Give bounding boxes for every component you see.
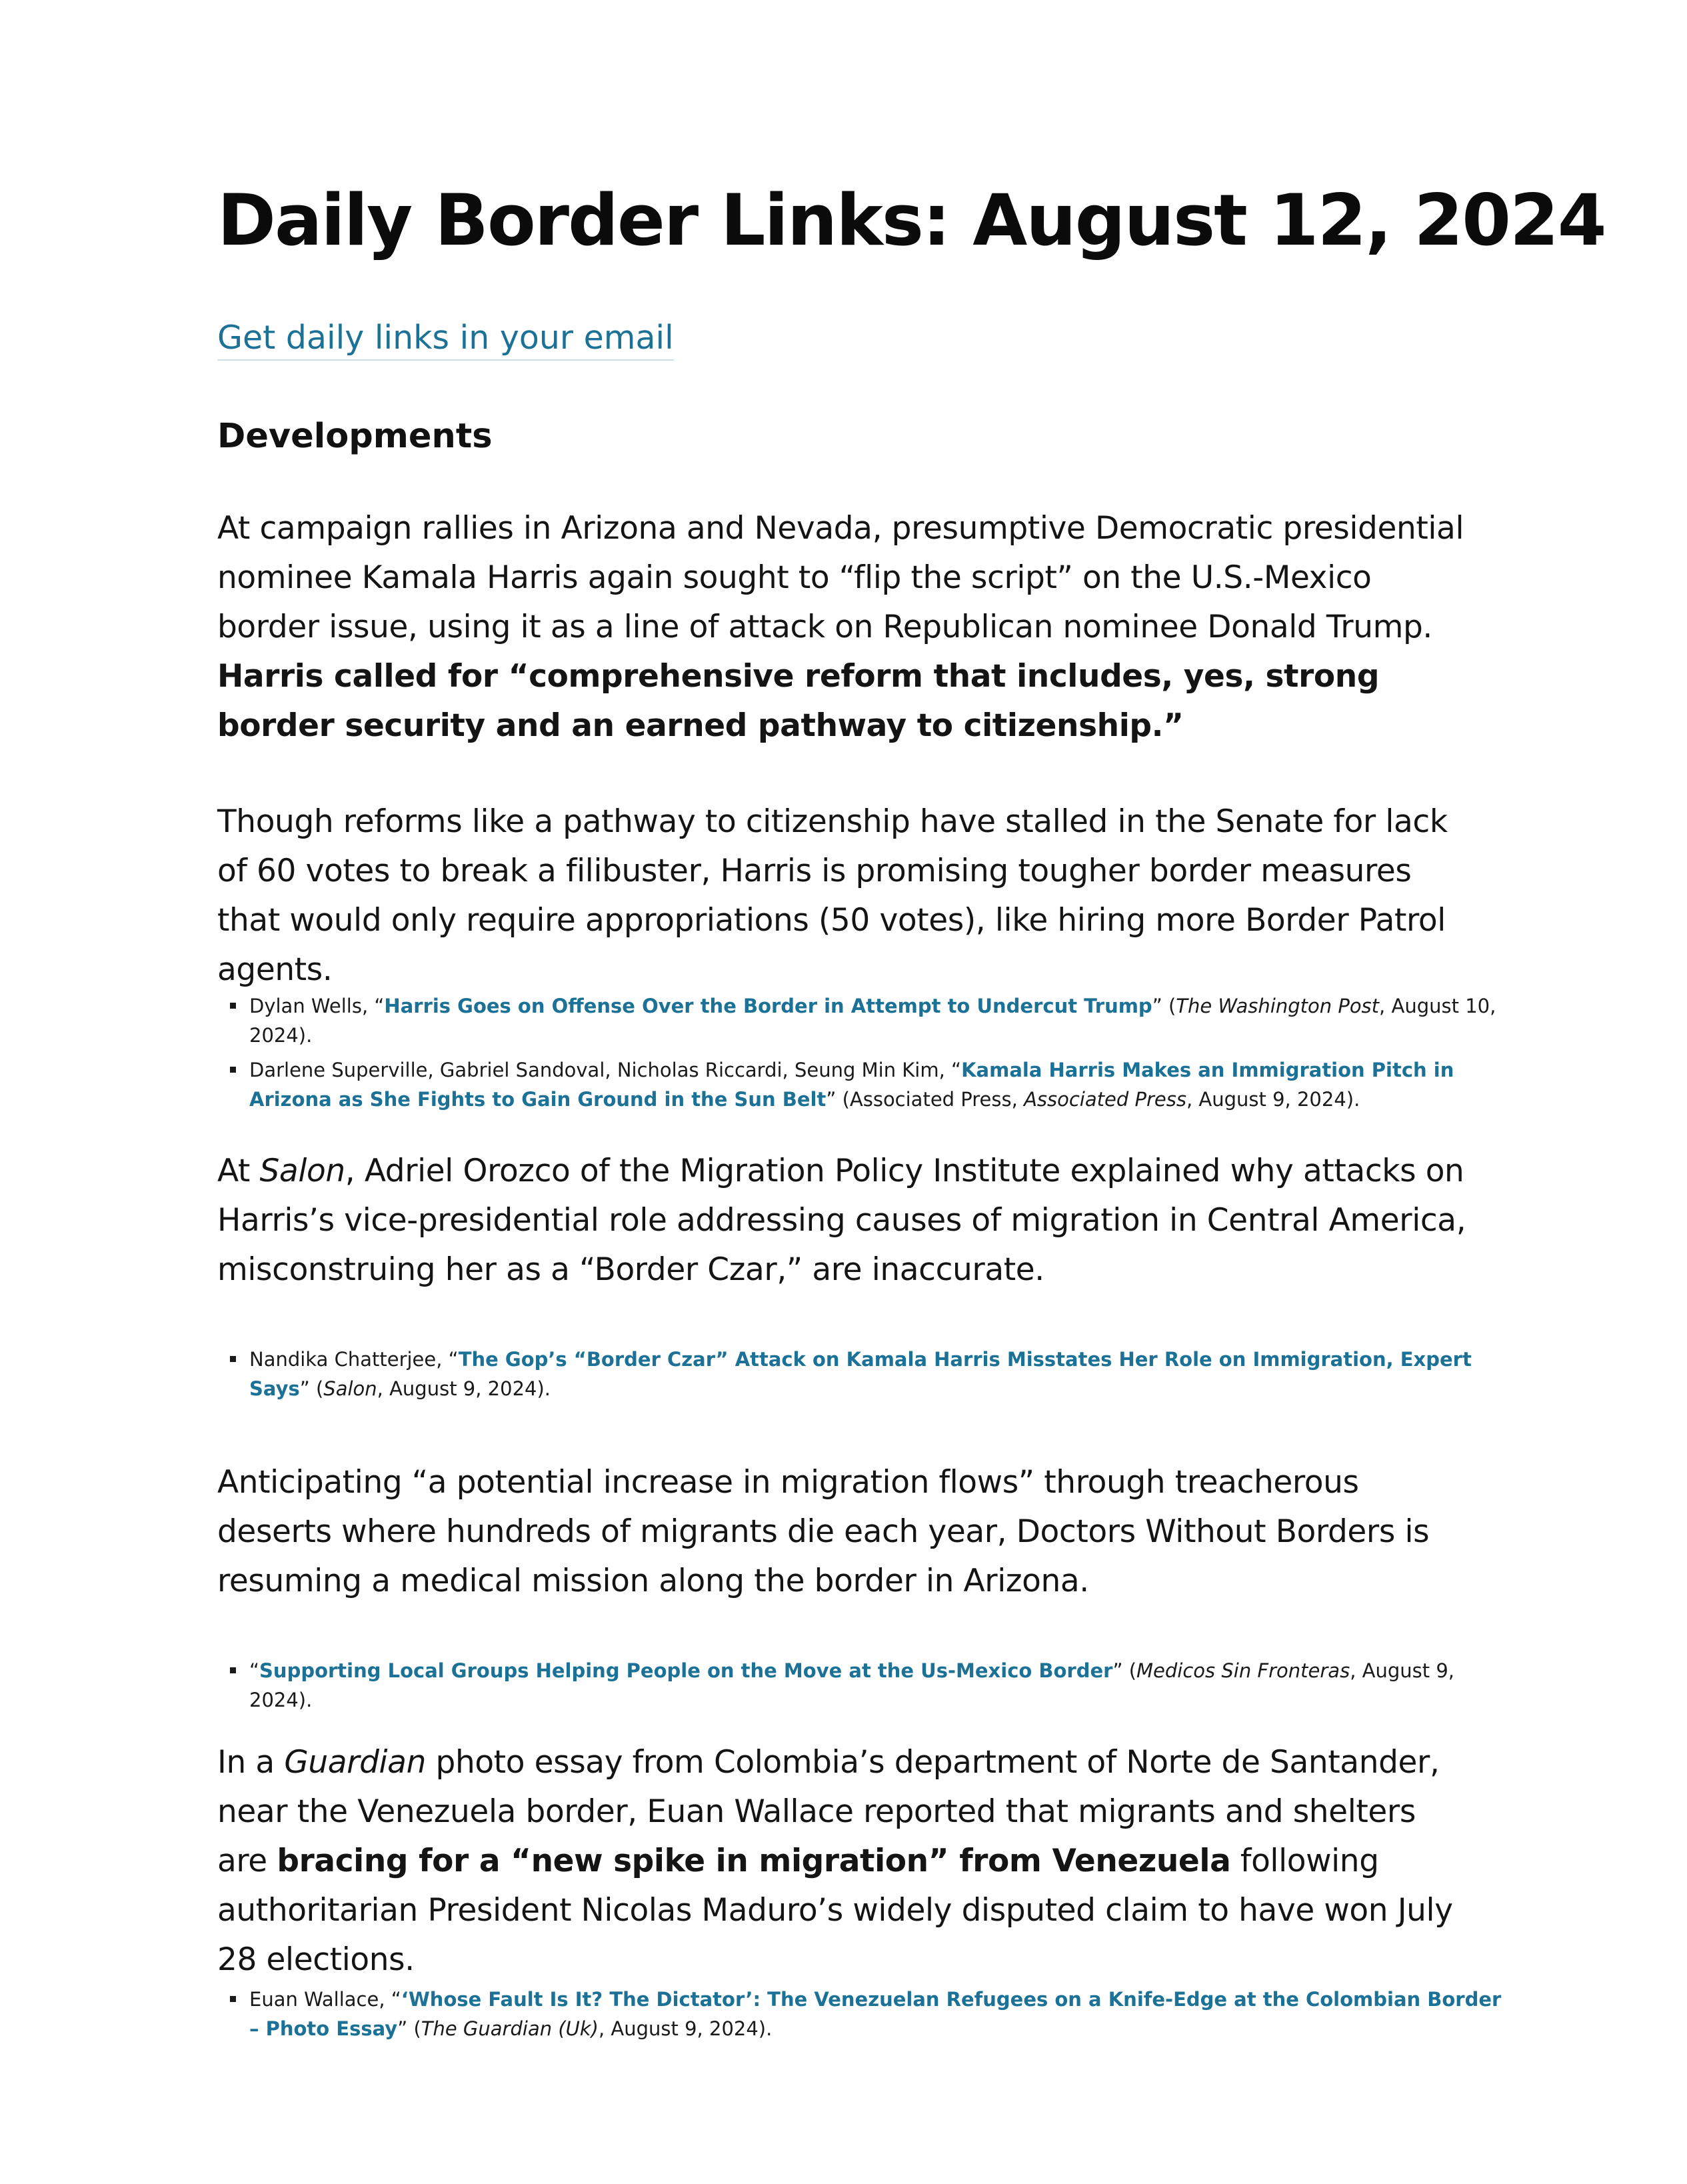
paragraph-text: Though reforms like a pathway to citizenship have stalled in the Senate for lack of 60 votes to break a filibuster, Harris is promising tougher border measures that would only require appropriations (50 votes), like hiring more Border Patrol agents. [217,803,1448,988]
reference-link[interactable]: Kamala Harris Makes an Immigration Pitch in Arizona as She Fights to Gain Ground in the Sun Belt [249,1059,1454,1111]
reference-date: , August 9, 2024). [598,2017,773,2040]
paragraph-harris-rallies [217,504,1470,751]
reference-mid: ” ( [1112,1659,1137,1682]
reference-author: Darlene Superville, Gabriel Sandoval, Nicholas Riccardi, Seung Min Kim, “ [249,1059,962,1081]
reference-mid: ” ( [299,1377,324,1400]
paragraph-text: At [217,1153,260,1189]
paragraph-text: , Adriel Orozco of the Migration Policy Institute explained why attacks on Harris’s vice-presidential role addressing causes of migration in Central America, misconstruing her as a “Border Czar,” are inaccurate. [217,1153,1466,1288]
reference-list [217,1656,1502,1720]
reference-link[interactable]: Supporting Local Groups Helping People on the Move at the Us-Mexico Border [259,1659,1113,1682]
paragraph-bold-text: bracing for a “new spike in migration” from Venezuela [277,1843,1231,1879]
paragraph-text: At campaign rallies in Arizona and Nevada, presumptive Democratic presidential nominee Kamala Harris again sought to “flip the script” on the U.S.-Mexico border issue, using it as a line of attack on Republican nominee Donald Trump. [217,510,1464,645]
paragraph-guardian-venezuela [217,1738,1470,1985]
reference-item [249,1345,1502,1403]
reference-item [249,1656,1502,1715]
reference-publication: Associated Press [1024,1088,1186,1111]
reference-mid: ” (Associated Press, [826,1088,1024,1111]
reference-item [249,1985,1502,2043]
reference-publication: The Washington Post [1176,995,1380,1017]
reference-mid: ” ( [1152,995,1176,1017]
reference-link[interactable]: ‘Whose Fault Is It? The Dictator’: The Venezuelan Refugees on a Knife-Edge at the Colombian Border – Photo Essay [249,1988,1502,2040]
reference-publication: Salon [323,1377,377,1400]
reference-author: Dylan Wells, “ [249,995,385,1017]
reference-list [217,1985,1502,2049]
reference-date: , August 10, 2024). [249,995,1496,1047]
reference-item [249,991,1502,1050]
paragraph-italic-text: Guardian [284,1744,426,1781]
paragraph-text: Anticipating “a potential increase in migration flows” through treacherous deserts where hundreds of migrants die each year, Doctors Without Borders is resuming a medical mission along the border in Arizona. [217,1464,1430,1599]
paragraph-text: photo essay from Colombia’s department of Norte de Santander, near the Venezuela border, Euan Wallace reported that migrants and shelters are [217,1744,1440,1879]
reference-list [217,1345,1502,1409]
email-signup-link[interactable]: Get daily links in your email [217,319,674,361]
paragraph-text: following authoritarian President Nicolas Maduro’s widely disputed claim to have won July 28 elections. [217,1843,1453,1978]
section-heading-developments: Developments [217,417,493,456]
reference-publication: Medicos Sin Fronteras [1136,1659,1350,1682]
paragraph-italic-text: Salon [259,1153,345,1189]
reference-link[interactable]: Harris Goes on Offense Over the Border in Attempt to Undercut Trump [384,995,1152,1017]
reference-author: Euan Wallace, “ [249,1988,401,2011]
paragraph-text: In a [217,1744,285,1781]
paragraph-doctors-without-borders [217,1458,1470,1606]
paragraph-bold-text: Harris called for “comprehensive reform that includes, yes, strong border security and an earned pathway to citizenship.” [217,658,1380,744]
paragraph-salon-border-czar [217,1147,1470,1295]
reference-date: , August 9, 2024). [249,1659,1454,1711]
reference-date: , August 9, 2024). [377,1377,551,1400]
reference-item [249,1055,1502,1114]
reference-author: Nandika Chatterjee, “ [249,1348,459,1371]
reference-list [217,991,1502,1119]
reference-date: , August 9, 2024). [1186,1088,1360,1111]
reference-mid: ” ( [397,2017,421,2040]
reference-author: “ [249,1659,260,1682]
paragraph-pathway-citizenship [217,797,1470,995]
reference-link[interactable]: The Gop’s “Border Czar” Attack on Kamala Harris Misstates Her Role on Immigration, Expert Says [249,1348,1472,1400]
reference-publication: The Guardian (Uk) [421,2017,599,2040]
page-title: Daily Border Links: August 12, 2024 [217,179,1606,261]
